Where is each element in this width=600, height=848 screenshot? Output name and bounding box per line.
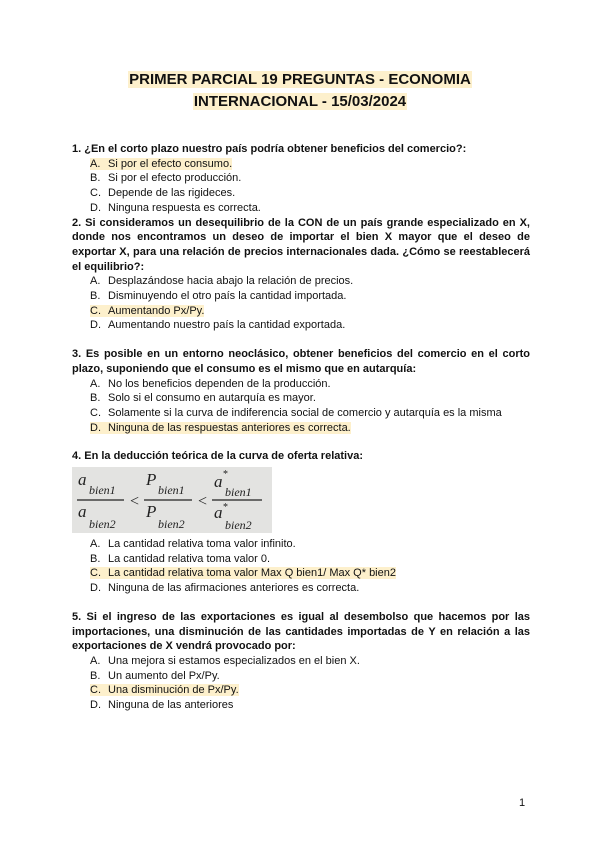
option-letter: C. xyxy=(90,304,101,317)
option-letter: B. xyxy=(90,669,101,682)
question-5: 5. Si el ingreso de las exportaciones es igual al desembolso que hacemos por las importaciones, una disminución de las cantidades importadas de Y en relación a las exportaciones de X vendrá provocado por: xyxy=(72,610,530,653)
option-text: Ninguna de las respuestas anteriores es correcta. xyxy=(108,421,351,434)
document-title-line-2 xyxy=(0,92,600,112)
f-pb2: bien2 xyxy=(158,517,185,532)
answer-option xyxy=(90,669,530,684)
f-star2: * xyxy=(223,502,228,514)
option-text: Si por el efecto producción. xyxy=(108,172,242,185)
document-title-line-1 xyxy=(0,70,600,90)
f-as1: a xyxy=(214,472,223,492)
option-text: Aumentando nuestro país la cantidad exportada. xyxy=(108,319,346,332)
option-letter: A. xyxy=(90,157,101,170)
option-text: No los beneficios dependen de la producción. xyxy=(108,377,331,390)
title-text-1: PRIMER PARCIAL 19 PREGUNTAS - ECONOMIA xyxy=(129,71,471,88)
option-text: Solamente si la curva de indiferencia social de comercio y autarquía es la misma xyxy=(108,406,502,419)
option-text: La cantidad relativa toma valor infinito. xyxy=(108,538,296,551)
f-a2: a xyxy=(78,502,87,522)
question-3: 3. Es posible en un entorno neoclásico, obtener beneficios del comercio en el corto plazo, suponiendo que el consumo es el mismo que en autarquía: xyxy=(72,348,530,375)
option-letter: D. xyxy=(90,319,101,332)
f-b1: bien1 xyxy=(89,483,116,498)
option-content xyxy=(90,670,220,682)
option-text: Aumentando Px/Py. xyxy=(108,304,205,317)
option-content xyxy=(90,187,235,199)
option-letter: A. xyxy=(90,654,101,667)
answer-option xyxy=(90,566,530,581)
question-4: 4. En la deducción teórica de la curva de oferta relativa: xyxy=(72,450,363,463)
f-star1: * xyxy=(223,469,228,481)
option-letter: A. xyxy=(90,275,101,288)
answer-option xyxy=(90,683,530,698)
f-p2: P xyxy=(146,502,157,522)
f-lt2: < xyxy=(198,493,208,511)
question-5-options xyxy=(90,654,530,713)
question-3-options xyxy=(90,377,530,436)
option-text: Desplazándose hacia abajo la relación de precios. xyxy=(108,275,354,288)
option-content xyxy=(90,582,359,594)
f-asb2: bien2 xyxy=(225,518,252,533)
option-content xyxy=(90,655,360,667)
option-text: Solo si el consumo en autarquía es mayor. xyxy=(108,392,316,405)
answer-option xyxy=(90,289,530,304)
option-content xyxy=(90,392,316,404)
page-number: 1 xyxy=(519,797,526,809)
option-text: Ninguna respuesta es correcta. xyxy=(108,201,261,214)
answer-option xyxy=(90,318,530,333)
document-body xyxy=(72,142,530,713)
option-text: Una mejora si estamos especializados en el bien X. xyxy=(108,654,360,667)
answer-option xyxy=(90,391,530,406)
option-text: Ninguna de las afirmaciones anteriores es correcta. xyxy=(108,582,360,595)
option-content xyxy=(90,305,204,317)
answer-option xyxy=(90,171,530,186)
option-content xyxy=(90,538,296,550)
option-letter: A. xyxy=(90,377,101,390)
f-a1: a xyxy=(78,470,87,490)
f-as2: a xyxy=(214,503,223,523)
answer-option xyxy=(90,377,530,392)
option-text: Un aumento del Px/Py. xyxy=(108,669,220,682)
option-letter: C. xyxy=(90,567,101,580)
answer-option xyxy=(90,698,530,713)
f-lt1: < xyxy=(130,493,140,511)
option-content xyxy=(90,319,345,331)
option-letter: B. xyxy=(90,172,101,185)
option-content xyxy=(90,158,232,170)
option-letter: B. xyxy=(90,552,101,565)
option-text: Una disminución de Px/Py. xyxy=(108,684,239,697)
option-letter: D. xyxy=(90,699,101,712)
option-content xyxy=(90,567,396,579)
option-content xyxy=(90,290,346,302)
option-letter: D. xyxy=(90,201,101,214)
option-content xyxy=(90,275,353,287)
option-letter: A. xyxy=(90,538,101,551)
answer-option xyxy=(90,304,530,319)
option-content xyxy=(90,202,261,214)
option-text: La cantidad relativa toma valor 0. xyxy=(108,552,271,565)
option-content xyxy=(90,553,270,565)
option-content xyxy=(90,422,351,434)
f-b2: bien2 xyxy=(89,517,116,532)
answer-option xyxy=(90,406,530,421)
f-p1: P xyxy=(146,470,157,490)
option-content xyxy=(90,699,233,711)
answer-option xyxy=(90,186,530,201)
question-1: 1. ¿En el corto plazo nuestro país podría obtener beneficios del comercio?: xyxy=(72,143,467,155)
answer-option xyxy=(90,274,530,289)
answer-option xyxy=(90,552,530,567)
option-content xyxy=(90,407,502,419)
f-pb1: bien1 xyxy=(158,483,185,498)
answer-option xyxy=(90,157,530,172)
answer-option xyxy=(90,654,530,669)
option-letter: B. xyxy=(90,290,101,303)
option-letter: C. xyxy=(90,187,101,200)
answer-option xyxy=(90,581,530,596)
option-letter: D. xyxy=(90,582,101,595)
title-text-2: INTERNACIONAL - 15/03/2024 xyxy=(193,93,407,110)
question-2: 2. Si consideramos un desequilibrio de la CON de un país grande especializado en X, donde nos encontramos un deseo de importar el bien X mayor que el deseo de exportar X, para una relación de precios internacionales dada. ¿Cómo se reestablecerá el equilibrio?: xyxy=(72,216,530,273)
question-2-options xyxy=(90,274,530,333)
formula-image xyxy=(72,467,272,533)
option-letter: B. xyxy=(90,392,101,405)
question-1-options xyxy=(90,157,530,216)
option-content xyxy=(90,172,241,184)
question-4-options xyxy=(90,537,530,596)
option-text: Disminuyendo el otro país la cantidad importada. xyxy=(108,290,347,303)
f-asb1: bien1 xyxy=(225,485,252,500)
option-content xyxy=(90,684,239,696)
option-content xyxy=(90,378,331,390)
answer-option xyxy=(90,201,530,216)
option-letter: C. xyxy=(90,406,101,419)
option-text: Si por el efecto consumo. xyxy=(108,157,233,170)
option-text: La cantidad relativa toma valor Max Q bien1/ Max Q* bien2 xyxy=(108,567,396,580)
option-text: Ninguna de las anteriores xyxy=(108,699,234,712)
answer-option xyxy=(90,537,530,552)
option-letter: D. xyxy=(90,421,101,434)
option-letter: C. xyxy=(90,684,101,697)
option-text: Depende de las rigideces. xyxy=(108,187,236,200)
answer-option xyxy=(90,421,530,436)
